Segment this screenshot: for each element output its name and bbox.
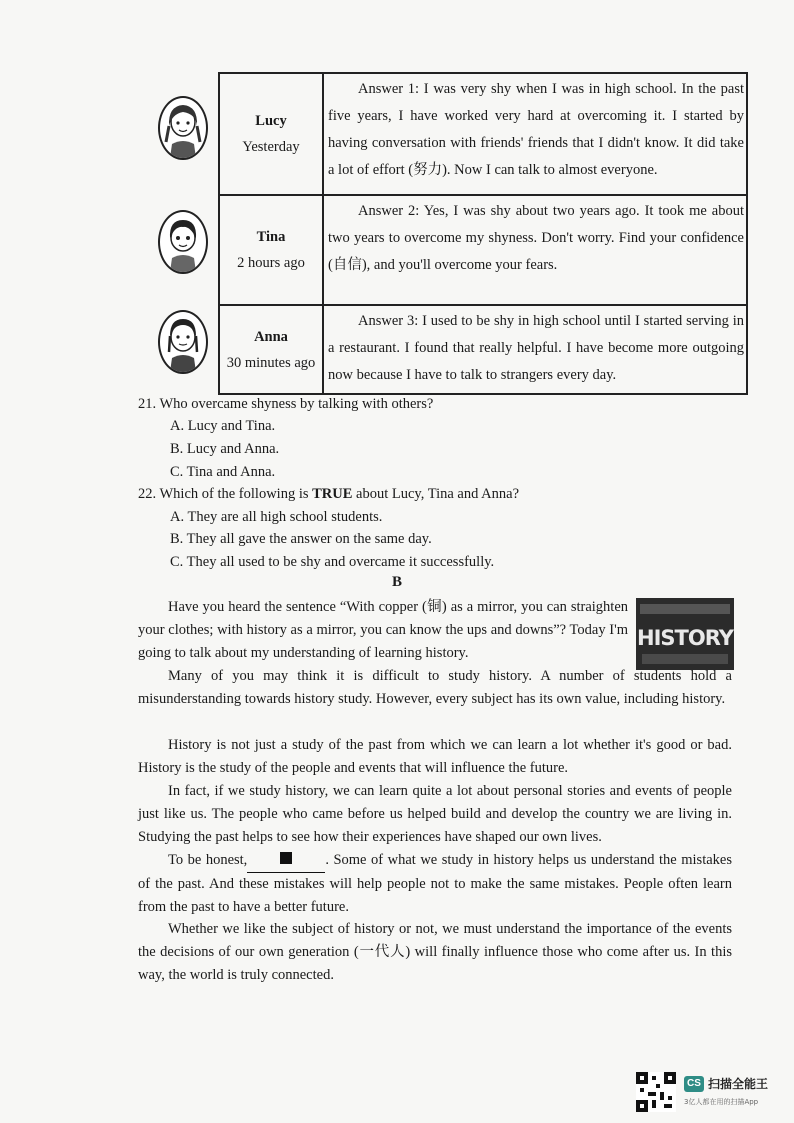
post-time: 30 minutes ago	[226, 354, 316, 371]
question-22	[138, 483, 519, 505]
option-21-c: C. Tina and Anna.	[170, 464, 276, 480]
lucy-avatar	[158, 96, 208, 160]
qr-code	[636, 1072, 676, 1112]
answer-text: Answer 1: I was very shy when I was in high school. In the past five years, I have worked very hard at overcoming it. I started by having conversation with friends' friends that I didn't know. It did take a lot of effort (努力). Now I can talk to almost everyone.	[328, 81, 744, 178]
question-22-text: 22. Which of the following is	[138, 486, 313, 502]
option-21-a: A. Lucy and Tina.	[170, 418, 276, 434]
passage-paragraph-3: History is not just a study of the past from which we can learn a lot whether it's good or bad. History is the study of the people and events that will influence the future.	[138, 737, 732, 776]
answer-author-cell	[219, 305, 323, 394]
option-22-c: C. They all used to be shy and overcame it successfully.	[170, 554, 495, 570]
passage-paragraph-2-full: Many of you may think it is difficult to study history. A number of students hold a misunderstanding towards history study. However, every subject has its own value, including history.	[138, 668, 732, 707]
option-22-b: B. They all gave the answer on the same day.	[170, 531, 432, 547]
question-21: 21. Who overcame shyness by talking with others?	[138, 396, 434, 412]
answer-author-cell	[219, 73, 323, 195]
answer-text-cell	[323, 305, 747, 394]
author-name: Tina	[256, 229, 286, 245]
post-time: Yesterday	[242, 139, 300, 155]
history-picture-art	[636, 598, 734, 670]
answer-text-cell	[323, 195, 747, 305]
answer-row	[219, 195, 747, 305]
anna-avatar	[158, 310, 208, 374]
tina-avatar	[158, 210, 208, 274]
passage-paragraph-1: Have you heard the sentence “With copper (铜) as a mirror, you can straighten your clothes; with history as a mirror, you can know the ups and downs”? Today I'm going to talk about my understanding of learning history.	[138, 599, 628, 661]
answer-blank[interactable]	[247, 849, 325, 873]
answer-row	[219, 73, 747, 195]
scanner-brand: 扫描全能王	[708, 1077, 769, 1091]
paragraph-5-start: To be honest,	[168, 852, 248, 868]
section-heading: B	[391, 574, 402, 590]
passage-paragraph-4: In fact, if we study history, we can learn quite a lot about personal stories and events of people just like us. The people who came before us helped build and develop the country we are living in. Studying the past helps to see how their experiences have shaped our own lives.	[138, 783, 732, 845]
answer-text: Answer 2: Yes, I was shy about two years ago. It took me about two years to overcome my shyness. Don't worry. Find your confidence (自信), and you'll overcome your fears.	[328, 203, 744, 273]
answer-text-cell	[323, 73, 747, 195]
history-picture-text: HISTORY	[637, 626, 733, 650]
author-name: Lucy	[255, 113, 287, 129]
scanner-tagline: 3亿人都在用的扫描App	[684, 1098, 759, 1106]
scanner-logo: CS	[684, 1076, 704, 1092]
answers-table	[218, 72, 748, 395]
passage-paragraph-6: Whether we like the subject of history or not, we must understand the importance of the events the decisions of our own generation (一代人) will finally influence those who come after us. In this way, the world is truly connected.	[138, 921, 732, 983]
passage-paragraph-5	[138, 849, 732, 919]
blank-marker	[280, 852, 292, 864]
option-22-a: A. They are all high school students.	[170, 509, 383, 525]
post-time: 2 hours ago	[237, 255, 305, 271]
question-22-text-end: about Lucy, Tina and Anna?	[352, 486, 520, 502]
question-22-emphasis: TRUE	[312, 486, 353, 502]
history-picture	[636, 598, 734, 670]
author-name: Anna	[254, 328, 288, 345]
option-21-b: B. Lucy and Anna.	[170, 441, 280, 457]
paragraph-5-rest: . Some of what we study in history helps us understand the mistakes of the past. And these mistakes will help people not to make the same mistakes. People often learn from the past to have a better future.	[138, 852, 732, 915]
answer-row	[219, 305, 747, 394]
answer-text: Answer 3: I used to be shy in high school until I started serving in a restaurant. I found that really helpful. I have become more outgoing now because I have to talk to strangers every day.	[328, 313, 744, 383]
answer-author-cell	[219, 195, 323, 305]
